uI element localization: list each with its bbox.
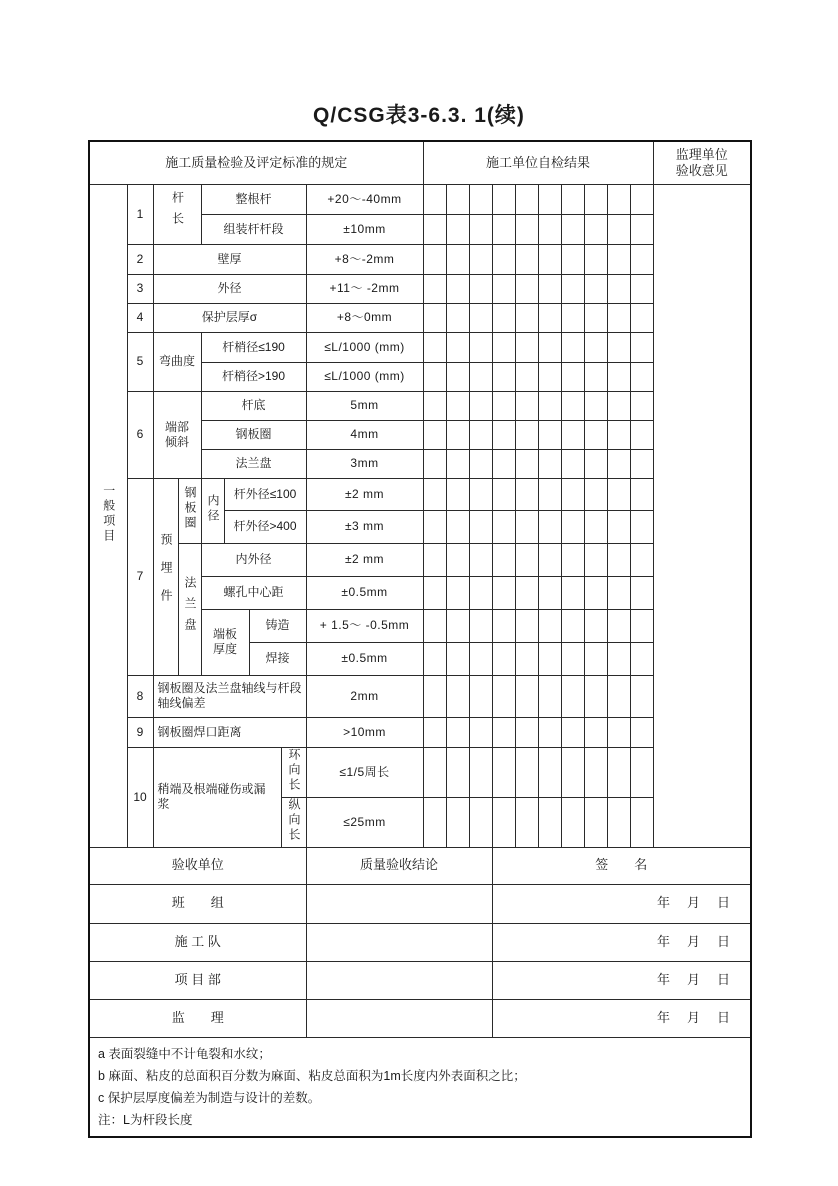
check-cell[interactable]	[492, 244, 515, 274]
check-cell[interactable]	[492, 609, 515, 642]
item-number: 1	[127, 184, 153, 244]
check-cell[interactable]	[515, 391, 538, 420]
sub-item-label: 杆梢径≤190	[201, 332, 306, 362]
check-cell[interactable]	[515, 362, 538, 391]
signature-date-cell[interactable]: 年 月 日	[492, 884, 751, 923]
check-cell[interactable]	[469, 609, 492, 642]
check-cell[interactable]	[492, 675, 515, 717]
check-cell[interactable]	[630, 184, 653, 214]
check-cell[interactable]	[561, 576, 584, 609]
check-cell[interactable]	[607, 675, 630, 717]
check-cell[interactable]	[469, 642, 492, 675]
check-cell[interactable]	[561, 303, 584, 332]
check-cell[interactable]	[561, 244, 584, 274]
item-name: 钢板圈焊口距离	[153, 717, 306, 747]
check-cell[interactable]	[538, 609, 561, 642]
check-cell[interactable]	[469, 391, 492, 420]
standard-value: ±2 mm	[306, 543, 423, 576]
check-cell[interactable]	[423, 274, 446, 303]
check-cell[interactable]	[469, 717, 492, 747]
check-cell[interactable]	[515, 449, 538, 478]
check-cell[interactable]	[607, 510, 630, 543]
check-cell[interactable]	[630, 332, 653, 362]
sub-item-label: 法兰盘	[201, 449, 306, 478]
check-cell[interactable]	[607, 391, 630, 420]
check-cell[interactable]	[607, 747, 630, 797]
conclusion-cell[interactable]	[306, 999, 492, 1037]
standard-value: ≤L/1000 (mm)	[306, 362, 423, 391]
standard-value: ≤1/5周长	[306, 747, 423, 797]
standard-value: ±10mm	[306, 214, 423, 244]
check-cell[interactable]	[515, 797, 538, 847]
check-cell[interactable]	[561, 214, 584, 244]
check-cell[interactable]	[607, 244, 630, 274]
check-cell[interactable]	[630, 747, 653, 797]
sub-item-label: 内外径	[201, 543, 306, 576]
conclusion-cell[interactable]	[306, 961, 492, 999]
item-name: 弯曲度	[153, 332, 201, 391]
check-cell[interactable]	[584, 420, 607, 449]
check-cell[interactable]	[538, 510, 561, 543]
group-name: 法兰盘	[178, 543, 201, 675]
standard-value: 2mm	[306, 675, 423, 717]
item-name: 预埋件	[153, 478, 178, 675]
check-cell[interactable]	[492, 576, 515, 609]
standard-value: 3mm	[306, 449, 423, 478]
check-cell[interactable]	[423, 391, 446, 420]
check-cell[interactable]	[423, 576, 446, 609]
conclusion-cell[interactable]	[306, 884, 492, 923]
check-cell[interactable]	[492, 214, 515, 244]
check-cell[interactable]	[584, 797, 607, 847]
acceptance-sign-header: 签 名	[492, 847, 751, 884]
item-number: 2	[127, 244, 153, 274]
supervisor-header-line2: 验收意见	[675, 162, 728, 178]
check-cell[interactable]	[515, 244, 538, 274]
check-cell[interactable]	[630, 244, 653, 274]
sub-item-label: 焊接	[249, 642, 306, 675]
check-cell[interactable]	[423, 478, 446, 510]
check-cell[interactable]	[492, 510, 515, 543]
standard-value: ±0.5mm	[306, 642, 423, 675]
check-cell[interactable]	[538, 362, 561, 391]
item-number: 4	[127, 303, 153, 332]
check-cell[interactable]	[607, 362, 630, 391]
check-cell[interactable]	[423, 510, 446, 543]
check-cell[interactable]	[561, 747, 584, 797]
inspection-form-table	[88, 140, 752, 1138]
check-cell[interactable]	[423, 184, 446, 214]
check-cell[interactable]	[492, 391, 515, 420]
item-number: 6	[127, 391, 153, 478]
check-cell[interactable]	[423, 332, 446, 362]
footnote-a: a 表面裂缝中不计龟裂和水纹；	[98, 1046, 271, 1061]
check-cell[interactable]	[538, 576, 561, 609]
check-cell[interactable]	[538, 184, 561, 214]
check-cell[interactable]	[515, 675, 538, 717]
check-cell[interactable]	[492, 642, 515, 675]
check-cell[interactable]	[469, 797, 492, 847]
check-cell[interactable]	[630, 576, 653, 609]
check-cell[interactable]	[561, 797, 584, 847]
check-cell[interactable]	[607, 797, 630, 847]
item-number: 3	[127, 274, 153, 303]
check-cell[interactable]	[584, 510, 607, 543]
check-cell[interactable]	[515, 510, 538, 543]
check-cell[interactable]	[469, 303, 492, 332]
sub-item-label: 杆外径≤100	[224, 478, 306, 510]
check-cell[interactable]	[423, 214, 446, 244]
check-cell[interactable]	[446, 717, 469, 747]
check-cell[interactable]	[538, 478, 561, 510]
check-cell[interactable]	[515, 747, 538, 797]
acceptance-conclusion-header: 质量验收结论	[306, 847, 492, 884]
check-cell[interactable]	[584, 576, 607, 609]
check-cell[interactable]	[469, 362, 492, 391]
item-name: 保护层厚σ	[153, 303, 306, 332]
check-cell[interactable]	[423, 420, 446, 449]
check-cell[interactable]	[515, 717, 538, 747]
check-cell[interactable]	[584, 274, 607, 303]
check-cell[interactable]	[446, 478, 469, 510]
sub-item-label: 纵向长	[281, 797, 306, 847]
standard-value: +8～-2mm	[306, 244, 423, 274]
signature-date-cell[interactable]: 年 月 日	[492, 961, 751, 999]
check-cell[interactable]	[561, 362, 584, 391]
check-cell[interactable]	[515, 576, 538, 609]
check-cell[interactable]	[630, 478, 653, 510]
check-cell[interactable]	[607, 184, 630, 214]
supervisor-opinion-cell[interactable]	[653, 184, 751, 847]
check-cell[interactable]	[446, 391, 469, 420]
signature-date-cell[interactable]: 年 月 日	[492, 999, 751, 1037]
check-cell[interactable]	[538, 675, 561, 717]
check-cell[interactable]	[515, 642, 538, 675]
sub-item-label: 杆梢径>190	[201, 362, 306, 391]
check-cell[interactable]	[630, 797, 653, 847]
item-name: 钢板圈及法兰盘轴线与杆段轴线偏差	[153, 675, 306, 717]
check-cell[interactable]	[607, 449, 630, 478]
check-cell[interactable]	[492, 274, 515, 303]
check-cell[interactable]	[492, 420, 515, 449]
check-cell[interactable]	[492, 362, 515, 391]
check-cell[interactable]	[423, 543, 446, 576]
conclusion-cell[interactable]	[306, 923, 492, 961]
check-cell[interactable]	[515, 303, 538, 332]
supervisor-column-header	[653, 141, 751, 184]
check-cell[interactable]	[561, 717, 584, 747]
check-cell[interactable]	[584, 717, 607, 747]
check-cell[interactable]	[492, 449, 515, 478]
sub-item-label: 螺孔中心距	[201, 576, 306, 609]
sub-item-label: 杆底	[201, 391, 306, 420]
check-cell[interactable]	[607, 332, 630, 362]
check-cell[interactable]	[538, 303, 561, 332]
check-cell[interactable]	[492, 543, 515, 576]
check-cell[interactable]	[515, 609, 538, 642]
check-cell[interactable]	[492, 478, 515, 510]
check-cell[interactable]	[630, 510, 653, 543]
check-cell[interactable]	[630, 214, 653, 244]
check-cell[interactable]	[446, 747, 469, 797]
check-cell[interactable]	[469, 747, 492, 797]
standard-value: ≤L/1000 (mm)	[306, 332, 423, 362]
check-cell[interactable]	[446, 332, 469, 362]
check-cell[interactable]	[515, 478, 538, 510]
check-cell[interactable]	[538, 214, 561, 244]
check-cell[interactable]	[538, 543, 561, 576]
check-cell[interactable]	[446, 675, 469, 717]
check-cell[interactable]	[630, 609, 653, 642]
check-cell[interactable]	[469, 576, 492, 609]
check-cell[interactable]	[515, 184, 538, 214]
check-cell[interactable]	[561, 510, 584, 543]
check-cell[interactable]	[561, 184, 584, 214]
check-cell[interactable]	[584, 214, 607, 244]
check-cell[interactable]	[561, 478, 584, 510]
check-cell[interactable]	[469, 510, 492, 543]
check-cell[interactable]	[492, 717, 515, 747]
category-label-text: 一般项目	[101, 483, 116, 544]
check-cell[interactable]	[423, 747, 446, 797]
check-cell[interactable]	[446, 420, 469, 449]
check-cell[interactable]	[538, 420, 561, 449]
check-cell[interactable]	[584, 747, 607, 797]
check-cell[interactable]	[446, 543, 469, 576]
check-cell[interactable]	[446, 214, 469, 244]
check-cell[interactable]	[446, 303, 469, 332]
check-cell[interactable]	[607, 303, 630, 332]
check-cell[interactable]	[423, 642, 446, 675]
check-cell[interactable]	[630, 391, 653, 420]
acceptance-unit-name: 班 组	[89, 884, 306, 923]
check-cell[interactable]	[584, 184, 607, 214]
check-cell[interactable]	[584, 244, 607, 274]
check-cell[interactable]	[584, 391, 607, 420]
check-cell[interactable]	[561, 274, 584, 303]
check-cell[interactable]	[538, 449, 561, 478]
check-cell[interactable]	[561, 675, 584, 717]
check-cell[interactable]	[469, 184, 492, 214]
sub-item-label: 环向长	[281, 747, 306, 797]
check-cell[interactable]	[538, 747, 561, 797]
check-cell[interactable]	[630, 303, 653, 332]
check-cell[interactable]	[469, 274, 492, 303]
check-cell[interactable]	[561, 609, 584, 642]
sub-group-name: 端板厚度	[201, 609, 249, 675]
footnote-b: b 麻面、粘皮的总面积百分数为麻面、粘皮总面积为1m长度内外表面积之比；	[98, 1068, 526, 1083]
check-cell[interactable]	[423, 797, 446, 847]
item-number: 9	[127, 717, 153, 747]
check-cell[interactable]	[423, 675, 446, 717]
check-cell[interactable]	[561, 642, 584, 675]
check-cell[interactable]	[538, 274, 561, 303]
group-name: 钢板圈	[178, 478, 201, 543]
standard-column-header: 施工质量检验及评定标准的规定	[89, 141, 423, 184]
check-cell[interactable]	[561, 420, 584, 449]
standard-value: + 1.5～ -0.5mm	[306, 609, 423, 642]
check-cell[interactable]	[469, 543, 492, 576]
acceptance-unit-header: 验收单位	[89, 847, 306, 884]
check-cell[interactable]	[538, 642, 561, 675]
check-cell[interactable]	[492, 747, 515, 797]
supervisor-header-line1: 监理单位	[675, 146, 728, 162]
check-cell[interactable]	[538, 244, 561, 274]
check-cell[interactable]	[446, 244, 469, 274]
check-cell[interactable]	[538, 717, 561, 747]
check-cell[interactable]	[561, 543, 584, 576]
check-cell[interactable]	[607, 214, 630, 244]
check-cell[interactable]	[630, 642, 653, 675]
check-cell[interactable]	[561, 332, 584, 362]
acceptance-unit-name: 项 目 部	[89, 961, 306, 999]
page-title: Q/CSG表3-6.3. 1(续)	[313, 104, 525, 127]
check-cell[interactable]	[469, 244, 492, 274]
check-cell[interactable]	[446, 797, 469, 847]
check-cell[interactable]	[584, 449, 607, 478]
sub-item-label: 钢板圈	[201, 420, 306, 449]
item-number: 10	[127, 747, 153, 847]
check-cell[interactable]	[492, 332, 515, 362]
item-number: 7	[127, 478, 153, 675]
category-label	[89, 184, 127, 847]
item-name: 外径	[153, 274, 306, 303]
check-cell[interactable]	[446, 449, 469, 478]
check-cell[interactable]	[538, 797, 561, 847]
check-cell[interactable]	[630, 449, 653, 478]
item-name: 稍端及根端碰伤或漏浆	[153, 747, 281, 847]
check-cell[interactable]	[584, 303, 607, 332]
standard-value: 4mm	[306, 420, 423, 449]
check-cell[interactable]	[469, 214, 492, 244]
check-cell[interactable]	[446, 362, 469, 391]
check-cell[interactable]	[607, 717, 630, 747]
standard-value: ≤25mm	[306, 797, 423, 847]
check-cell[interactable]	[469, 675, 492, 717]
check-cell[interactable]	[607, 576, 630, 609]
check-cell[interactable]	[630, 362, 653, 391]
check-cell[interactable]	[469, 449, 492, 478]
check-cell[interactable]	[630, 717, 653, 747]
standard-value: +20～-40mm	[306, 184, 423, 214]
standard-value: ±2 mm	[306, 478, 423, 510]
check-cell[interactable]	[607, 478, 630, 510]
standard-value: ±3 mm	[306, 510, 423, 543]
check-cell[interactable]	[515, 420, 538, 449]
check-cell[interactable]	[607, 274, 630, 303]
check-cell[interactable]	[423, 303, 446, 332]
item-name: 杆长	[153, 184, 201, 244]
check-cell[interactable]	[423, 449, 446, 478]
check-cell[interactable]	[446, 609, 469, 642]
check-cell[interactable]	[423, 717, 446, 747]
sub-item-label: 杆外径>400	[224, 510, 306, 543]
check-cell[interactable]	[492, 184, 515, 214]
footnotes	[89, 1037, 751, 1137]
standard-value: 5mm	[306, 391, 423, 420]
check-cell[interactable]	[630, 274, 653, 303]
check-cell[interactable]	[584, 332, 607, 362]
sub-item-label: 组装杆杆段	[201, 214, 306, 244]
check-cell[interactable]	[515, 332, 538, 362]
check-cell[interactable]	[423, 244, 446, 274]
check-cell[interactable]	[607, 642, 630, 675]
footnote-c: c 保护层厚度偏差为制造与设计的差数。	[98, 1090, 321, 1105]
check-cell[interactable]	[630, 675, 653, 717]
check-cell[interactable]	[630, 543, 653, 576]
check-cell[interactable]	[630, 420, 653, 449]
check-cell[interactable]	[446, 184, 469, 214]
standard-value: +8～0mm	[306, 303, 423, 332]
check-cell[interactable]	[584, 675, 607, 717]
item-number: 5	[127, 332, 153, 391]
check-cell[interactable]	[446, 510, 469, 543]
check-cell[interactable]	[584, 362, 607, 391]
check-cell[interactable]	[538, 391, 561, 420]
sub-group-name: 内径	[201, 478, 224, 543]
check-cell[interactable]	[561, 391, 584, 420]
check-cell[interactable]	[446, 576, 469, 609]
item-name: 端部倾斜	[153, 391, 201, 478]
check-cell[interactable]	[584, 609, 607, 642]
check-cell[interactable]	[584, 478, 607, 510]
check-cell[interactable]	[423, 609, 446, 642]
sub-item-label: 铸造	[249, 609, 306, 642]
item-number: 8	[127, 675, 153, 717]
footnote-l: 注：L为杆段长度	[98, 1112, 193, 1127]
item-name: 壁厚	[153, 244, 306, 274]
standard-value: +11～ -2mm	[306, 274, 423, 303]
check-cell[interactable]	[607, 420, 630, 449]
self-check-column-header: 施工单位自检结果	[423, 141, 653, 184]
check-cell[interactable]	[469, 478, 492, 510]
standard-value: >10mm	[306, 717, 423, 747]
signature-date-cell[interactable]: 年 月 日	[492, 923, 751, 961]
check-cell[interactable]	[446, 274, 469, 303]
check-cell[interactable]	[561, 449, 584, 478]
check-cell[interactable]	[538, 332, 561, 362]
acceptance-unit-name: 施 工 队	[89, 923, 306, 961]
acceptance-unit-name: 监 理	[89, 999, 306, 1037]
check-cell[interactable]	[469, 332, 492, 362]
check-cell[interactable]	[446, 642, 469, 675]
check-cell[interactable]	[515, 543, 538, 576]
check-cell[interactable]	[515, 214, 538, 244]
check-cell[interactable]	[469, 420, 492, 449]
standard-value: ±0.5mm	[306, 576, 423, 609]
check-cell[interactable]	[515, 274, 538, 303]
sub-item-label: 整根杆	[201, 184, 306, 214]
check-cell[interactable]	[492, 797, 515, 847]
check-cell[interactable]	[584, 642, 607, 675]
check-cell[interactable]	[584, 543, 607, 576]
check-cell[interactable]	[607, 543, 630, 576]
check-cell[interactable]	[607, 609, 630, 642]
check-cell[interactable]	[492, 303, 515, 332]
check-cell[interactable]	[423, 362, 446, 391]
